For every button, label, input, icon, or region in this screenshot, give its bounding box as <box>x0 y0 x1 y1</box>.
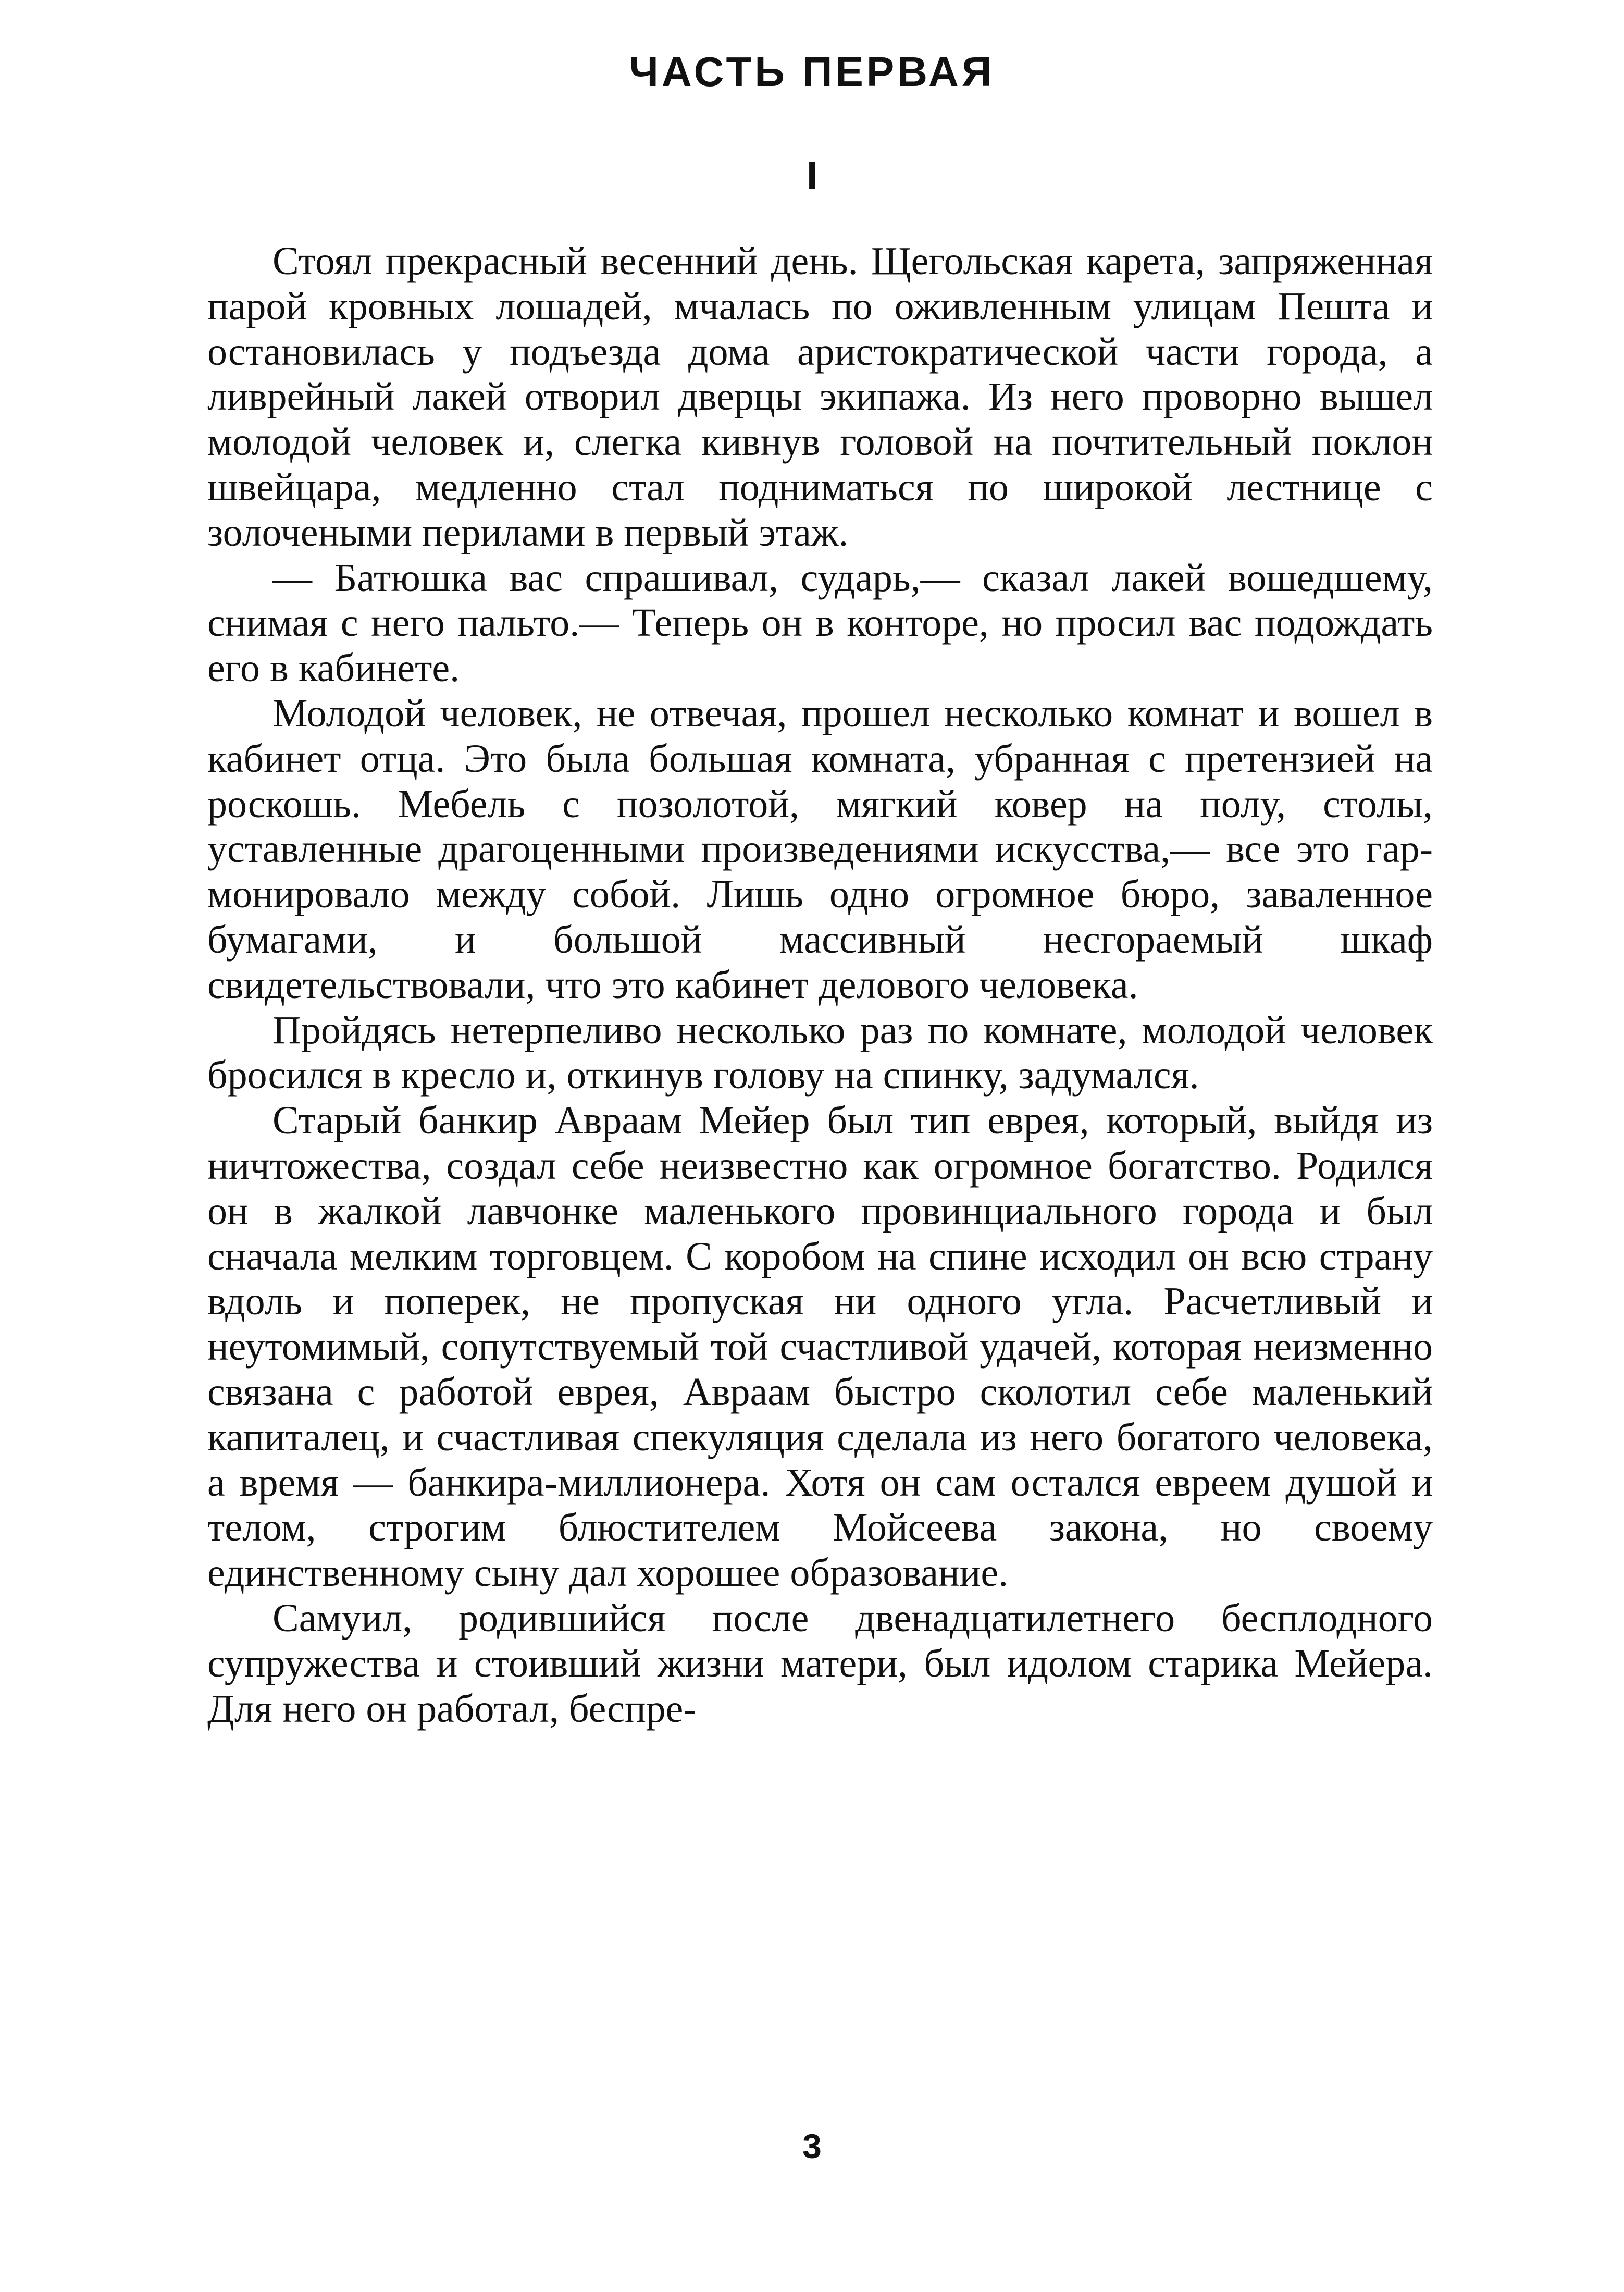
paragraph: Пройдясь нетерпеливо несколько раз по комнате, молодой человек бросился в кресло и, откинув голову на спинку, задумался. <box>207 1008 1433 1098</box>
paragraph: Молодой человек, не отвечая, прошел несколько комнат и вошел в кабинет отца. Это была большая комната, убранная с претензией на роскошь. Мебель с позолотой, мягкий ковер на полу, столы, уставленные драгоценными произведениями искусства,— все это гармонировало между собой. Лишь одно огромное бюро, заваленное бумагами, и большой массивный несгораемый шкаф свидетельствовали, что это кабинет делового человека. <box>207 691 1433 1007</box>
paragraph: Старый банкир Авраам Мейер был тип еврея, который, выйдя из ничтожества, создал себе неизвестно как огромное богатство. Родился он в жалкой лавчонке маленького провинциального города и был сначала мелким торговцем. С коробом на спине исходил он всю страну вдоль и поперек, не пропуская ни одного угла. Расчетливый и неутомимый, сопутствуемый той счастливой удачей, которая неизменно связана с работой еврея, Авраам быстро сколотил себе маленький капиталец, и счастливая спекуляция сделала из него богатого человека, а время — банкира-миллионера. Хотя он сам остался евреем душой и телом, строгим блюстителем Мойсеева закона, но своему единственному сыну дал хорошее образование. <box>207 1099 1433 1595</box>
paragraph: — Батюшка вас спрашивал, сударь,— сказал лакей вошедшему, снимая с него пальто.— Теперь он в конторе, но просил вас подождать его в кабинете. <box>207 556 1433 691</box>
chapter-number: I <box>806 154 818 198</box>
part-title: ЧАСТЬ ПЕРВАЯ <box>629 48 995 95</box>
body-text <box>207 239 1433 1731</box>
paragraph: Самуил, родившийся после двенадцатилетнего бесплодного супружества и стоивший жизни матери, был идолом старика Мейера. Для него он работал, беспре- <box>207 1596 1433 1731</box>
page-number: 3 <box>802 2127 822 2165</box>
paragraph: Стоял прекрасный весенний день. Щегольская карета, запряженная парой кровных лошадей, мчалась по оживленным улицам Пешта и остановилась у подъезда дома аристократической части города, а ливрейный лакей отворил дверцы экипажа. Из него проворно вышел молодой человек и, слегка кивнув головой на почтительный поклон швейцара, медленно стал подниматься по широкой лестнице с золочеными перилами в первый этаж. <box>207 239 1433 554</box>
